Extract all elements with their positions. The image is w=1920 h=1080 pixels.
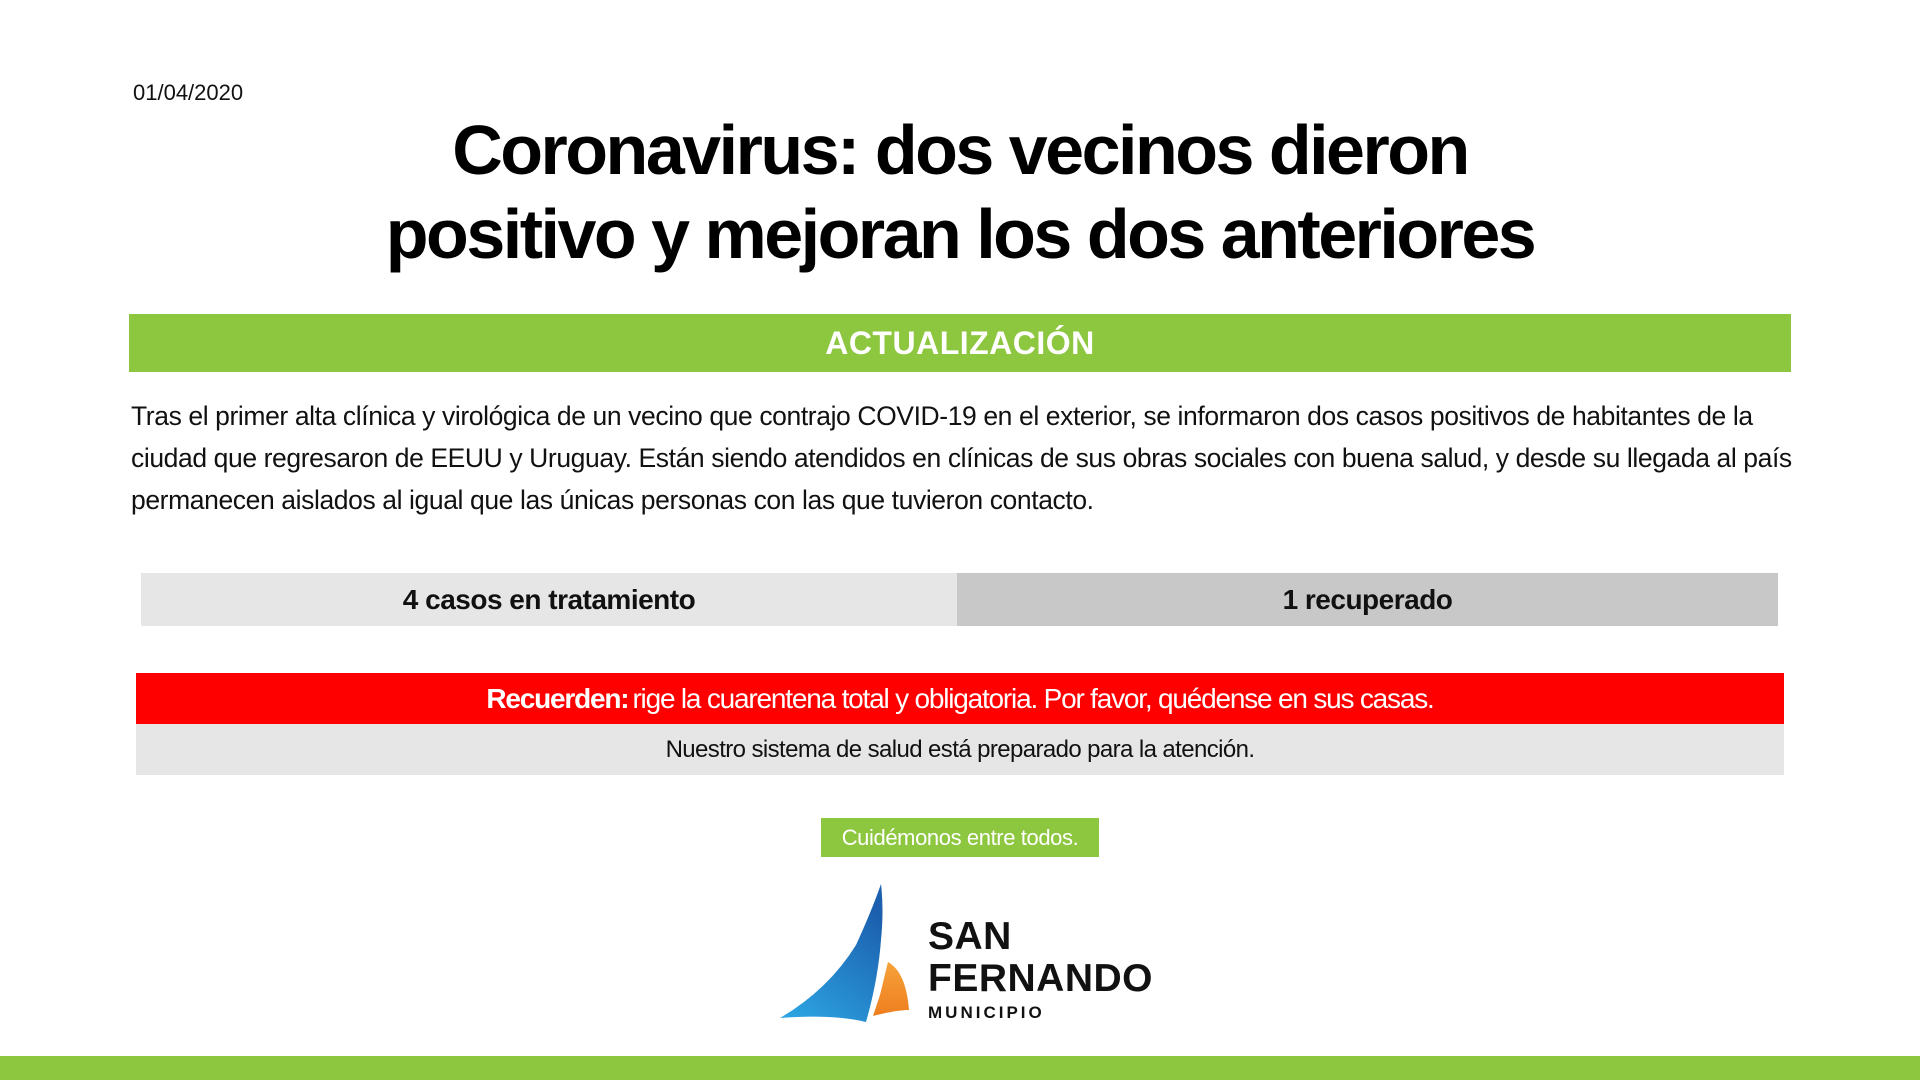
sail-logo-icon — [778, 880, 918, 1026]
slogan-text: Cuidémonos entre todos. — [841, 824, 1079, 850]
san-fernando-logo — [778, 880, 1158, 1026]
update-label: ACTUALIZACIÓN — [825, 324, 1095, 361]
footer-accent-bar — [0, 1056, 1920, 1080]
logo-line-municipio: MUNICIPIO — [928, 1003, 1045, 1022]
update-body-text: Tras el primer alta clínica y virológica de un vecino que contrajo COVID-19 en el exterior, se informaron dos casos positivos de habitantes de la ciudad que regresaron de EEUU y Uruguay. Están siendo atendidos en clínicas de sus obras sociales con buena salud, y desde su llegada al país permanecen aislados al igual que las únicas personas con las que tuvieron contacto. — [131, 401, 1792, 515]
reminder-lead: Recuerden: — [486, 682, 629, 714]
stat-in-treatment-label: 4 casos en tratamiento — [402, 583, 696, 615]
title-line-1: Coronavirus: dos vecinos dieron — [452, 111, 1468, 189]
logo-line-san: SAN — [928, 915, 1012, 958]
quarantine-reminder-banner — [136, 673, 1784, 724]
stat-recovered-label: 1 recuperado — [1282, 583, 1453, 615]
reminder-text: rige la cuarentena total y obligatoria. Por favor, quédense en sus casas. — [632, 682, 1434, 714]
logo-line-fernando: FERNANDO — [928, 957, 1153, 1000]
case-stats — [141, 573, 1778, 626]
title-line-2: positivo y mejoran los dos anteriores — [385, 195, 1535, 273]
health-system-note — [136, 724, 1784, 775]
stat-in-treatment — [141, 573, 957, 626]
slogan-badge — [821, 818, 1099, 857]
health-note-text: Nuestro sistema de salud está preparado para la atención. — [665, 735, 1255, 763]
publication-date: 01/04/2020 — [133, 80, 244, 105]
logo-wordmark — [928, 916, 1153, 1023]
stat-recovered — [957, 573, 1778, 626]
page-title — [0, 108, 1920, 276]
update-banner — [129, 314, 1791, 372]
